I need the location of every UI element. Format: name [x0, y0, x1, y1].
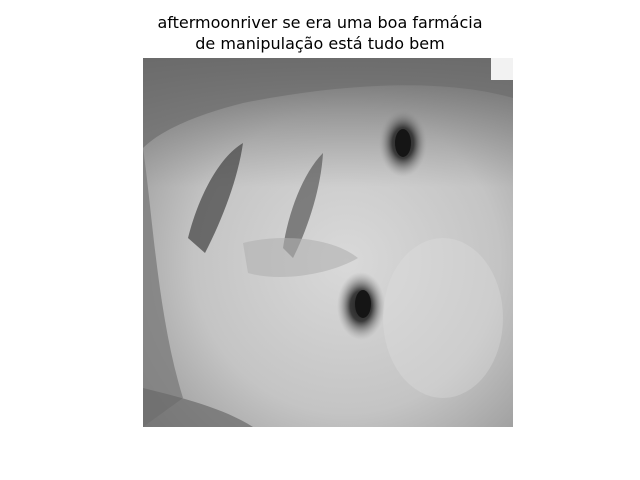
upper-pupil — [395, 129, 411, 157]
lower-pupil — [355, 290, 371, 318]
face-image — [143, 58, 513, 427]
figure-title — [0, 12, 640, 54]
title-line-2: de manipulação está tudo bem — [195, 34, 445, 53]
face-image-svg — [143, 58, 513, 427]
bright-corner — [491, 58, 513, 80]
cheek-highlight — [383, 238, 503, 398]
title-line-1: aftermoonriver se era uma boa farmácia — [157, 13, 483, 32]
